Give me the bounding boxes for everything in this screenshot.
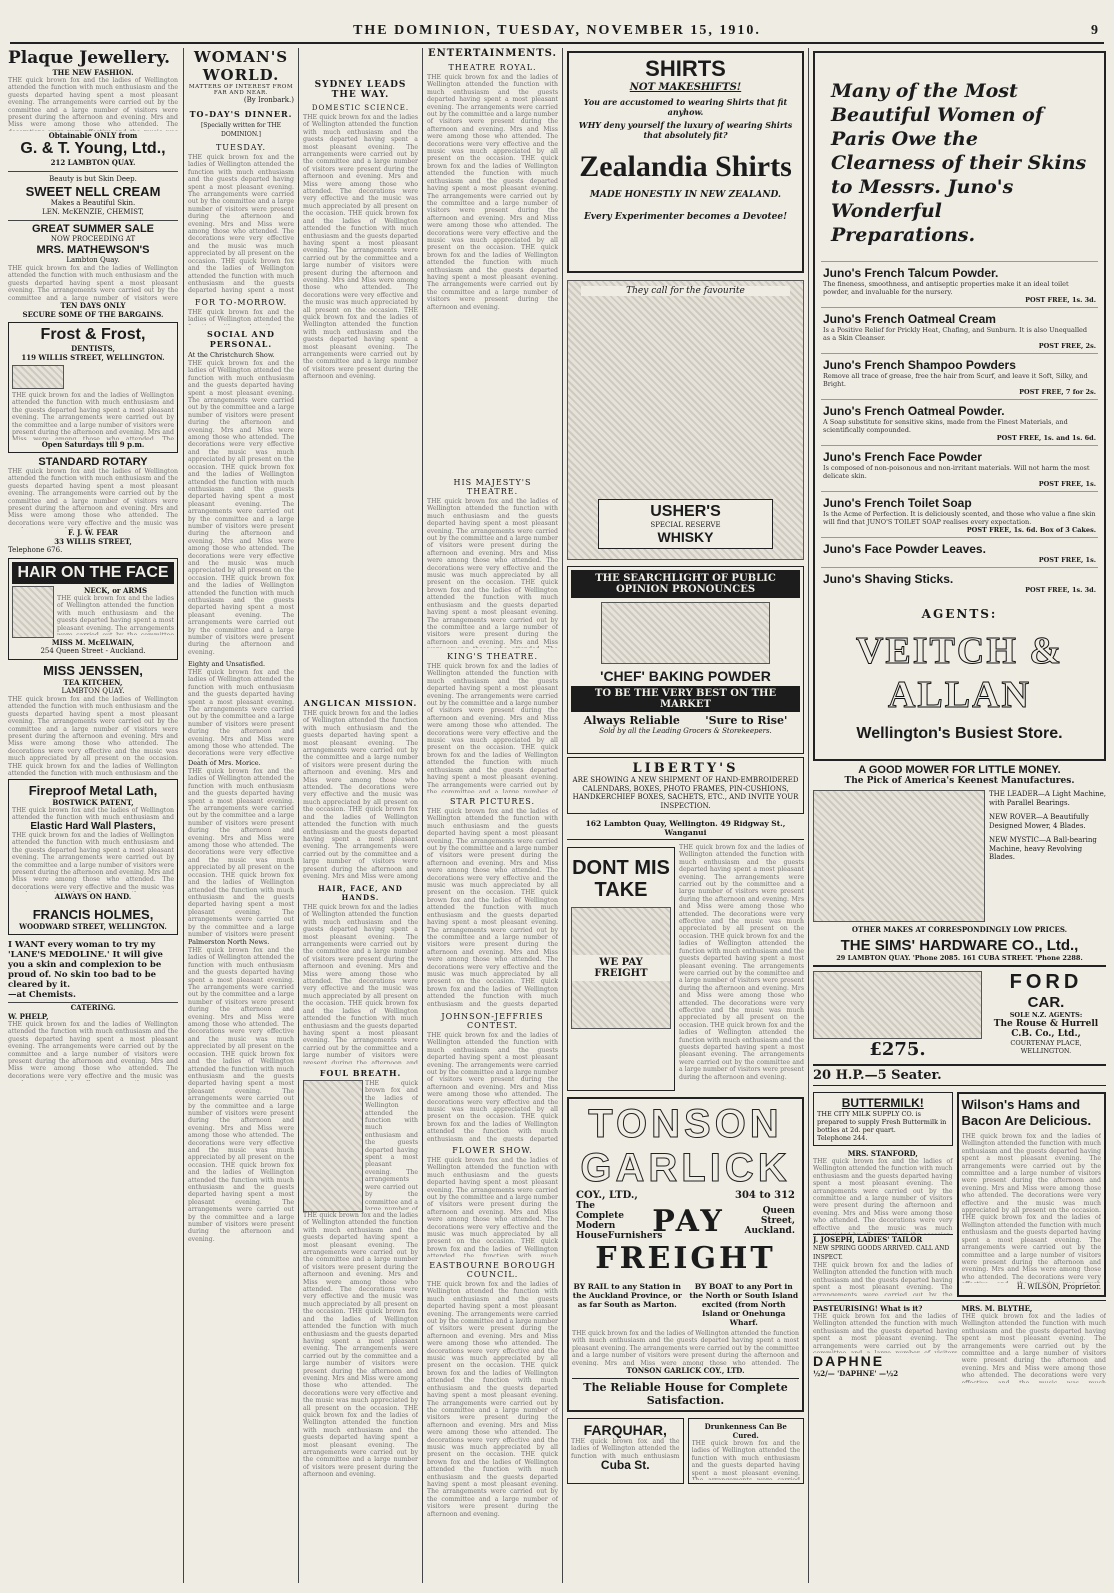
lanes-ad <box>8 938 178 1002</box>
hair-heading: HAIR, FACE, AND HANDS. <box>318 884 403 902</box>
blythe-name: MRS. M. BLYTHE, <box>961 1304 1033 1313</box>
wilson-body <box>962 1133 1102 1283</box>
juno-item-price: POST FREE, 1s. 6d. Box of 3 Cakes. <box>966 526 1096 534</box>
ushers-brand: USHER'S <box>650 503 721 520</box>
juno-item <box>821 307 1098 353</box>
frost-body <box>12 392 174 440</box>
stanford-body <box>813 1158 953 1234</box>
plaque-sub: THE NEW FASHION. <box>52 68 134 77</box>
juno-item <box>821 399 1098 445</box>
juno-item-desc: The fineness, smoothness, and antiseptic properties make it an ideal toilet powder, and invaluable for the nursery. <box>823 280 1069 296</box>
juno-tag: Wellington's Busiest Store. <box>856 725 1063 742</box>
eastbourne-heading: EASTBOURNE BOROUGH COUNCIL. <box>429 1261 556 1279</box>
sweetnell-sub: Makes a Beautiful Skin. <box>50 199 136 207</box>
tonson-nums: 304 to 312 <box>735 1190 795 1201</box>
mower-m1: THE LEADER—A Light Machine, with Parallel Bearings. <box>989 790 1106 807</box>
daphne-brand: DAPHNE <box>813 1353 885 1369</box>
juno-item-price: POST FREE, 1s. <box>1038 480 1096 488</box>
wilson-title: Wilson's Hams and Bacon Are Delicious. <box>961 1097 1092 1128</box>
blythe-body <box>962 1313 1107 1383</box>
lanes-sold: —at Chemists. <box>8 990 76 1000</box>
death-body <box>188 768 294 938</box>
womans-world-title: WOMAN'S WORLD. <box>193 48 289 84</box>
juno-agents: AGENTS: <box>921 607 998 621</box>
teeth-illustration <box>12 365 64 389</box>
mower-m2: NEW ROVER—A Beautifully Designed Mower, 4 Blades. <box>989 813 1089 830</box>
sale-sub: NOW PROCEEDING AT <box>50 235 136 243</box>
star-heading: STAR PICTURES. <box>449 797 536 806</box>
mower-m3: NEW MYSTIC—A Ball-bearing Machine, heavy Revolving Blades. <box>989 836 1097 861</box>
majesty-body <box>427 498 558 648</box>
juno-firm: VEITCH & ALLAN <box>855 630 1064 716</box>
ford-agents: SOLE N.Z. AGENTS: <box>1009 1011 1083 1019</box>
farquhar-name: FARQUHAR, <box>583 1422 667 1438</box>
womans-world-byline: (By Ironbark.) <box>243 96 294 104</box>
juno-item-price: POST FREE, 2s. <box>1038 342 1096 350</box>
plaque-addr: 212 LAMBTON QUAY. <box>50 158 136 167</box>
fireproof-body <box>12 807 174 821</box>
juno-item <box>821 261 1098 307</box>
plaque-body <box>8 77 178 131</box>
jenssen-title: MISS JENSSEN, <box>43 663 143 678</box>
joseph-name: J. JOSEPH, LADIES' TAILOR <box>813 1235 923 1244</box>
car-illustration <box>813 971 982 1039</box>
column-rule <box>808 48 809 1583</box>
kings-body <box>427 663 558 793</box>
stanford-ad <box>813 1149 953 1234</box>
farquhar-ad <box>567 1418 684 1484</box>
foul-body <box>303 1212 418 1512</box>
juno-item-name: Juno's French Toilet Soap <box>823 496 972 510</box>
tonson-rail: BY RAIL to any Station in the Auckland Province, or as far South as Marton. <box>572 1282 682 1309</box>
sale-shop: MRS. MATHEWSON'S <box>36 244 150 256</box>
juno-item-price: POST FREE, 1s. 3d. <box>1025 586 1096 594</box>
daphne-ad <box>813 1304 958 1383</box>
ford-title: FORD <box>1009 971 1083 993</box>
shirts-title: SHIRTS <box>645 56 726 81</box>
tonson-boat: BY BOAT to any Port in the North or South Island excited (from North Island or Onehunga Wharf. <box>689 1282 799 1327</box>
mower-other: OTHER MAKES AT CORRESPONDINGLY LOW PRICES. <box>851 925 1068 934</box>
sydney-body <box>303 114 418 694</box>
chef-reliable: Always Reliable <box>583 714 680 727</box>
juno-item-desc: Is the Acme of Perfection. It is deliciously scented, and those who value a fine skin will find that JUNO'S TOILET SOAP realises every expectation. <box>823 510 1096 526</box>
dont-body <box>679 844 804 1094</box>
day-heading: TUESDAY. <box>215 143 267 152</box>
buttermilk-text: THE CITY MILK SUPPLY CO. is prepared to supply Fresh Buttermilk in bottles at 2d. per quart. <box>817 1110 947 1134</box>
liberty-ad <box>567 757 804 814</box>
tomorrow-body <box>188 309 294 325</box>
entertainments-title: ENTERTAINMENTS. <box>427 48 558 59</box>
jenssen-addr: LAMBTON QUAY. <box>61 687 125 695</box>
tonson-line1: TONSON <box>588 1102 783 1146</box>
juno-item <box>821 567 1098 597</box>
fireproof-addr: WOODWARD STREET, WELLINGTON. <box>19 922 167 931</box>
hair-addr: 254 Queen Street - Auckland. <box>40 647 146 655</box>
tonson-name: TONSON GARLICK COY., LTD. <box>626 1366 745 1375</box>
frost-hours: Open Saturdays till 9 p.m. <box>41 440 145 449</box>
eastbourne-body <box>427 1281 558 1581</box>
mower-sub: The Pick of America's Keenest Manufactures. <box>844 776 1075 786</box>
fireproof-ad <box>8 779 178 935</box>
fireproof-body-2 <box>12 832 174 892</box>
column-womans-world <box>188 48 294 1583</box>
dinner-body <box>188 154 294 294</box>
ushers-ad <box>567 280 804 560</box>
jenssen-ad <box>8 663 178 776</box>
johnson-body <box>427 1032 558 1142</box>
shirts-tag: NOT MAKESHIFTS! <box>629 82 742 93</box>
liberty-addr: 162 Lambton Quay, Wellington. 49 Ridgway St., Wanganui <box>567 817 804 840</box>
shirts-line1: You are accustomed to wearing Shirts that fit anyhow. <box>583 97 788 117</box>
death-heading: Death of Mrs. Morice. <box>188 759 261 767</box>
sale-body <box>8 265 178 301</box>
wilson-sign: H. WILSON, Proprietor. <box>1016 1283 1101 1291</box>
foul-body-side <box>365 1080 418 1210</box>
tonson-body <box>572 1330 799 1366</box>
shirts-brand: Zealandia Shirts <box>579 150 792 183</box>
buttermilk-tel: Telephone 244. <box>817 1134 868 1142</box>
catering-head: CATERING. <box>70 1003 116 1012</box>
joseph-sub: NEW SPRING GOODS ARRIVED. CALL AND INSPECT. <box>813 1245 950 1261</box>
tonson-q: Queen Street, Auckland. <box>744 1206 795 1236</box>
rotary-agent: F. J. W. FEAR <box>68 528 118 537</box>
farquhar-street: Cuba St. <box>600 1458 650 1472</box>
sale-tail: SECURE SOME OF THE BARGAINS. <box>22 310 164 319</box>
column-news-2 <box>303 48 418 1583</box>
juno-item-desc: Remove all trace of grease, free the hair from Scurf, and leave it Soft, Silky, and Bright. <box>823 372 1088 388</box>
eighty-heading: Eighty and Unsatisfied. <box>188 660 266 668</box>
frost-addr: 119 WILLIS STREET, WELLINGTON. <box>21 353 165 362</box>
juno-item-price: POST FREE, 1s. and 1s. 6d. <box>996 434 1096 442</box>
fireproof-sub: BOSTWICK PATENT, <box>52 798 134 807</box>
frost-sub: DENTISTS, <box>71 344 115 353</box>
dont-text: DONT MIS TAKE <box>572 857 670 901</box>
sydney-heading: SYDNEY LEADS THE WAY. <box>314 80 407 100</box>
jenssen-body <box>8 696 178 776</box>
royal-body <box>427 74 558 474</box>
juno-item <box>821 537 1098 567</box>
drunk-title: Drunkenness Can Be Cured. <box>704 1422 787 1440</box>
domestic-heading: DOMESTIC SCIENCE. <box>311 104 410 112</box>
juno-ad <box>813 51 1106 761</box>
royal-heading: THEATRE ROYAL. <box>448 63 537 72</box>
ford-price: £275. <box>869 1039 926 1060</box>
drunk-body <box>692 1440 801 1480</box>
palmerston-body <box>188 947 294 1583</box>
fireproof-firm: FRANCIS HOLMES, <box>32 907 154 922</box>
juno-items <box>821 261 1098 597</box>
buttermilk-ad <box>813 1092 953 1146</box>
farquhar-body <box>571 1438 680 1458</box>
juno-item-desc: A Soap substitute for sensitive skins, made from the Finest Materials, and scientifically compounded. <box>823 418 1068 434</box>
catering-name: W. PHELP, <box>8 1012 49 1021</box>
ushers-sub: SPECIAL RESERVE <box>650 521 721 529</box>
page-number: 9 <box>1091 23 1100 38</box>
flower-body <box>427 1157 558 1257</box>
juno-head: Many of the Most Beautiful Women of Paris Owe the Clearness of their Skins to Messrs. Juno's Wonderful Preparations. <box>831 80 1087 246</box>
rotary-title: STANDARD ROTARY <box>38 456 148 468</box>
kings-heading: KING'S THEATRE. <box>447 652 538 661</box>
liberty-text: ARE SHOWING A NEW SHIPMENT OF HAND-EMBROIDERED CALENDARS, BOXES, PHOTO FRAMES, PIN-CUSHIONS, HANDKERCHIEF BOXES, SACHETS, ETC., AND INVITE YOUR INSPECTION. <box>572 776 799 810</box>
sale-note: TEN DAYS ONLY <box>60 301 126 310</box>
hair-title: HAIR ON THE FACE <box>12 562 174 584</box>
column-rule <box>183 48 184 1583</box>
column-rule <box>422 48 423 1583</box>
juno-item-name: Juno's French Oatmeal Cream <box>823 312 996 326</box>
hair-body <box>57 595 174 635</box>
hair-body <box>303 904 418 1064</box>
juno-item <box>821 491 1098 537</box>
mower-title: A GOOD MOWER FOR LITTLE MONEY. <box>858 764 1061 776</box>
joseph-body <box>813 1262 953 1296</box>
juno-item-desc: Is a Positive Relief for Prickly Heat, Chafing, and Sunburn. It is also Unequalled as a Skin Cleanser. <box>823 326 1088 342</box>
buttermilk-title: BUTTERMILK! <box>841 1096 924 1110</box>
masthead-title: THE DOMINION, TUESDAY, NOVEMBER 15, 1910. <box>353 23 761 38</box>
juno-item-price: POST FREE, 7 for 2s. <box>1019 388 1096 396</box>
social-heading: SOCIAL AND PERSONAL. <box>207 329 275 349</box>
fireproof-plaster: Elastic Hard Wall Plasters, <box>30 821 156 832</box>
juno-item-desc: Is composed of non-poisonous and non-irritant materials. Will not harm the most delicate skin. <box>823 464 1090 480</box>
tonson-freight: FREIGHT <box>595 1241 776 1276</box>
rotary-body <box>8 468 178 528</box>
juno-item-price: POST FREE, 1s. 3d. <box>1025 296 1096 304</box>
column-ads-centre <box>567 48 804 1583</box>
tomorrow-heading: FOR TO-MORROW. <box>194 298 288 307</box>
column-ads-right <box>813 48 1106 1583</box>
tonson-hf: The Complete Modern HouseFurnishers <box>576 1201 663 1241</box>
ford-firm: The Rouse & Hurrell C.B. Co., Ltd., <box>993 1019 1099 1039</box>
dinner-heading: TO-DAY'S DINNER. <box>189 109 293 119</box>
catering-body <box>8 1021 178 1081</box>
anglican-body <box>303 710 418 880</box>
flower-heading: FLOWER SHOW. <box>452 1146 533 1155</box>
masthead <box>10 20 1104 44</box>
daphne-q: PASTEURISING! What is it? <box>813 1304 923 1313</box>
tonson-line2: GARLICK <box>580 1146 791 1190</box>
ford-car: CAR. <box>1027 994 1065 1011</box>
ford-ad <box>813 967 1106 1066</box>
chef-line: TO BE THE VERY BEST ON THE MARKET <box>571 686 800 712</box>
sale-ad <box>8 220 178 319</box>
juno-item-name: Juno's Face Powder Leaves. <box>823 542 986 556</box>
catering-ad <box>8 1002 178 1081</box>
stanford-name: MRS. STANFORD, <box>847 1149 918 1158</box>
anglican-heading: ANGLICAN MISSION. <box>303 698 418 708</box>
juno-item <box>821 353 1098 399</box>
frost-title: Frost & Frost, <box>40 326 146 343</box>
blythe-ad <box>962 1304 1107 1383</box>
dinner-note: [Specially written for THE DOMINION.] <box>200 122 282 138</box>
liberty-title: LIBERTY'S <box>632 761 739 776</box>
shirts-ad <box>567 51 804 273</box>
tonson-foot: The Reliable House for Complete Satisfaction. <box>572 1378 799 1407</box>
mower-addr: 29 LAMBTON QUAY. 'Phone 2085. 161 CUBA STREET. 'Phone 2288. <box>836 954 1083 962</box>
sweetnell-ad <box>8 171 178 217</box>
column-rule <box>298 48 299 1583</box>
fireproof-title: Fireproof Metal Lath, <box>28 783 158 798</box>
juno-item-name: Juno's French Oatmeal Powder. <box>823 404 1005 418</box>
ford-hp: 20 H.P.—5 Seater. <box>813 1068 942 1083</box>
chef-sold: Sold by all the Leading Grocers & Storekeepers. <box>599 727 772 735</box>
plaque-title: Plaque Jewellery. <box>8 48 171 68</box>
wilson-ad <box>957 1092 1107 1297</box>
juno-item-name: Juno's French Shampoo Powders <box>823 358 1016 372</box>
sweetnell-title: SWEET NELL CREAM <box>25 184 161 199</box>
eighty-body <box>188 669 294 759</box>
daphne-body <box>813 1313 958 1353</box>
chef-ad <box>567 566 804 754</box>
portrait-illustration <box>12 586 54 638</box>
joseph-ad <box>813 1234 953 1296</box>
ushers-kind: WHISKY <box>657 529 714 545</box>
tonson-pay: PAY <box>652 1203 725 1239</box>
tonson-coy: COY., LTD., <box>576 1190 638 1201</box>
johnson-heading: JOHNSON-JEFFRIES CONTEST. <box>441 1012 544 1030</box>
shirts-made: MADE HONESTLY IN NEW ZEALAND. <box>589 190 782 200</box>
daphne-price: ½2/— 'DAPHNE' —½2 <box>813 1369 899 1378</box>
mower-firm: THE SIMS' HARDWARE CO., Ltd., <box>840 937 1079 954</box>
frost-ad <box>8 322 178 453</box>
sale-title: GREAT SUMMER SALE <box>31 223 155 235</box>
drunk-ad <box>688 1418 805 1484</box>
dont-mistake-ad <box>567 847 675 1091</box>
dont-tag: WE PAY FREIGHT <box>572 955 670 981</box>
rotary-addr: 33 WILLIS STREET, <box>54 537 132 546</box>
juno-item-price: POST FREE, 1s. <box>1038 556 1096 564</box>
jenssen-sub: TEA KITCHEN, <box>63 678 123 687</box>
lanes-text: I WANT every woman to try my 'LANE'S MEDOLINE.' It will give you a skin and complexion to be proud of. No skin too bad to be cleared by it. <box>8 940 163 990</box>
chef-rise: 'Sure to Rise' <box>705 714 788 727</box>
show-body <box>188 360 294 660</box>
plaque-note: Obtainable ONLY from <box>48 131 138 140</box>
show-heading: At the Christchurch Show. <box>188 351 275 359</box>
woman-illustration <box>303 1080 363 1212</box>
star-body <box>427 808 558 1008</box>
ushers-caption: They call for the favourite <box>581 286 790 296</box>
palmerston-heading: Palmerston North News. <box>188 938 270 946</box>
column-ads-left <box>8 48 178 1583</box>
juno-item-name: Juno's French Talcum Powder. <box>823 266 999 280</box>
tonson-garlick-ad <box>567 1097 804 1412</box>
column-entertainments <box>427 48 558 1583</box>
ford-place: COURTENAY PLACE, WELLINGTON. <box>1010 1039 1082 1055</box>
sale-addr: Lambton Quay. <box>66 256 120 264</box>
plaque-firm: G. & T. Young, Ltd., <box>20 140 166 157</box>
majesty-heading: HIS MAJESTY'S THEATRE. <box>453 478 532 496</box>
sweetnell-chemist: LEN. McKENZIE, CHEMIST, <box>42 208 144 216</box>
juno-item <box>821 445 1098 491</box>
shirts-line2: WHY deny yourself the luxury of wearing Shirts that absolutely fit? <box>578 120 793 140</box>
juno-item-name: Juno's French Face Powder <box>823 450 982 464</box>
womans-world-sub: MATTERS OF INTEREST FROM FAR AND NEAR. <box>188 84 294 96</box>
foul-heading: FOUL BREATH. <box>319 1068 402 1078</box>
chef-head: THE SEARCHLIGHT OF PUBLIC OPINION PRONOUNCES <box>571 570 800 598</box>
hair-sub: NECK, or ARMS <box>83 586 148 595</box>
hair-ad <box>8 558 178 660</box>
column-rule <box>562 48 563 1583</box>
shirts-foot: Every Experimenter becomes a Devotee! <box>583 212 788 222</box>
hair-agent: MISS M. McELWAIN, <box>51 638 135 647</box>
sweetnell-tag: Beauty is but Skin Deep. <box>49 175 137 183</box>
juno-item-name: Juno's Shaving Sticks. <box>823 572 954 586</box>
mower-ad <box>813 764 1106 967</box>
chef-brand: 'CHEF' BAKING POWDER <box>600 668 771 684</box>
fireproof-stock: ALWAYS ON HAND. <box>54 892 132 901</box>
mower-illustration <box>813 790 985 922</box>
rotary-phone: Telephone 676. <box>8 546 63 554</box>
plaque-ad <box>8 48 178 167</box>
chef-illustration <box>601 602 770 664</box>
rotary-ad <box>8 456 178 555</box>
